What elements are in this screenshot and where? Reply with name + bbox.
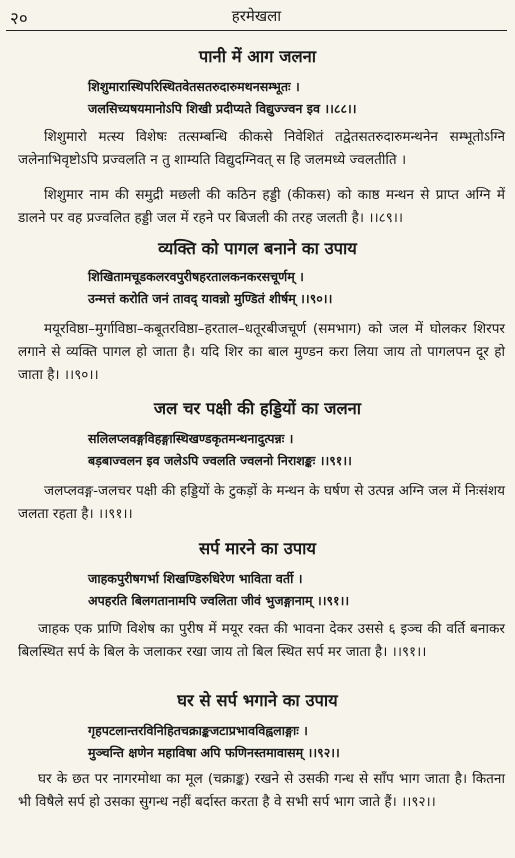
sanskrit-commentary: शिशुमारो मत्स्य विशेषः तत्सम्बन्धि कीकसे निवेशितं तद्वेतसतरुदारुमन्थनेन सम्भूतोऽग्नि जलेनाभिवृष्टोऽपि प्रज्वलति न तु शाम्यति विद्युदग्निवत् स हि जलमध्ये ज्वलतीति । <box>18 129 505 168</box>
verse-line: अपहरति बिलगतानामपि ज्वलिता जीवं भुजङ्गानाम् ।।९१।। <box>88 593 350 608</box>
section-heading: पानी में आग जलना <box>198 47 317 66</box>
section-heading: जल चर पक्षी की हड्डियों का जलना <box>153 399 362 418</box>
hindi-translation: जलप्लवङ्ग-जलचर पक्षी की हड्डियों के टुकड़ों के मन्थन के घर्षण से उत्पन्न अग्नि जल में निःसंशय जलता रहता है। ।।९१।। <box>18 483 505 522</box>
hindi-translation: मयूरविष्ठा–मुर्गाविष्ठा–कबूतरविष्ठा–हरताल–धतूरबीजचूर्ण (समभाग) को जल में घोलकर शिरपर लगाने से व्यक्ति पागल हो जाता है। यदि शिर का बाल मुण्डन करा लिया जाय तो पागलपन दूर हो जाता है। ।।९०।। <box>18 321 505 383</box>
hindi-translation: जाहक एक प्राणि विशेष का पुरीष में मयूर रक्त की भावना देकर उससे ६ इञ्च की वर्ति बनाकर बिलस्थित सर्प के बिल के जलाकर रखा जाय तो बिल स्थित सर्प मर जाता है। ।।९१।। <box>18 621 505 660</box>
running-title: हरमेखला <box>231 7 282 25</box>
verse-line: जलसिच्यषयमानोऽपि शिखी प्रदीप्यते विद्युज्ज्वन इव ।।८८।। <box>88 101 357 116</box>
hindi-translation: शिशुमार नाम की समुद्री मछली की कठिन हड्डी (कीकस) को काष्ठ मन्थन से प्राप्त अग्नि में डालने पर वह प्रज्वलित हड्डी जल में रहने पर बिजली की तरह जलती है। ।।८९।। <box>18 187 505 226</box>
section-heading: घर से सर्प भगाने का उपाय <box>177 691 338 710</box>
page-number: २० <box>10 9 28 29</box>
verse-line: मुञ्चन्ति क्षणेन महाविषा अपि फणिनस्तमावासम् ।।९२।। <box>88 745 340 760</box>
page-header <box>6 4 507 31</box>
section-heading: व्यक्ति को पागल बनाने का उपाय <box>158 239 357 258</box>
verse-line: गृहपटलान्तरविनिहितचक्राङ्कजटाप्रभावविह्वलाङ्गाः । <box>88 723 308 738</box>
verse-line: उन्मत्तं करोति जनं तावद् यावन्नो मुण्डितं शीर्षम् ।।९०।। <box>88 291 333 306</box>
verse-line: बड़बाज्वलन इव जलेऽपि ज्वलति ज्वलनो निराशङ्कः ।।९१।। <box>88 453 352 468</box>
verse-line: सलिलप्लवङ्गविहङ्गास्थिखण्डकृतमन्थनादुत्पन्नः । <box>88 431 294 446</box>
verse-line: शिखितामचूडकलरवपुरीषहरतालकनकरसचूर्णम् । <box>88 269 304 284</box>
verse-line: शिशुमारास्थिपरिस्थितवेतसतरुदारुमथनसम्भूतः । <box>88 79 300 94</box>
verse-line: जाहकपुरीषगर्भा शिखण्डिरुधिरेण भाविता वर्ती । <box>88 571 303 586</box>
section-heading: सर्प मारने का उपाय <box>198 539 316 558</box>
hindi-translation: घर के छत पर नागरमोथा का मूल (चक्राङ्क) रखने से उसकी गन्ध से साँप भाग जाता है। कितना भी विषैले सर्प हो उसका सुगन्ध नहीं बर्दास्त करता है वे सभी सर्प भाग जाते हैं। ।।९२।। <box>18 771 505 810</box>
